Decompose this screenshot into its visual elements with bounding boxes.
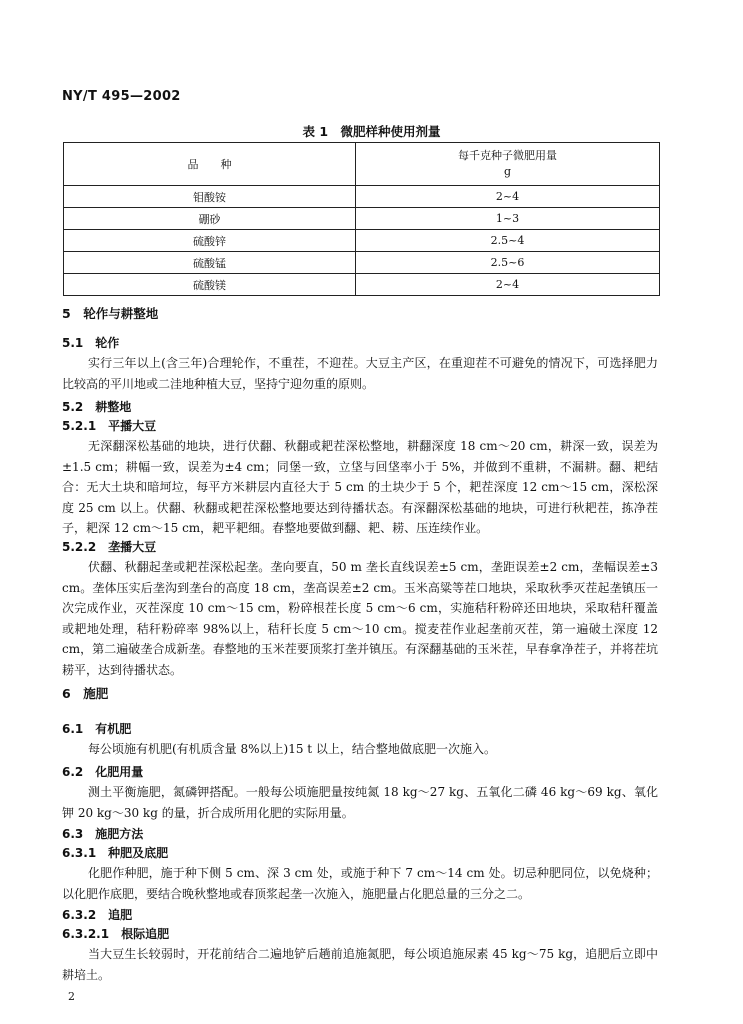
paragraph-fertilizer-amount: 测土平衡施肥，氮磷钾搭配。一般每公顷施肥量按纯氮 18 kg～27 kg、五氧化二磷 46 kg～69 kg、氧化钾 20 kg～30 kg 的量，折合成所用化肥的实际用量。 bbox=[62, 785, 658, 820]
table-row bbox=[64, 208, 660, 230]
cell-variety: 硫酸镁 bbox=[64, 274, 356, 296]
header-dose-label: 每千克种子微肥用量 bbox=[458, 149, 558, 162]
heading-topdressing: 6.3.2 追肥 bbox=[62, 908, 133, 922]
heading-organic-fertilizer: 6.1 有机肥 bbox=[62, 722, 132, 736]
cell-dose: 1~3 bbox=[356, 208, 660, 230]
cell-variety: 钼酸铵 bbox=[64, 186, 356, 208]
table-header-row bbox=[64, 143, 660, 186]
cell-dose: 2.5~4 bbox=[356, 230, 660, 252]
paragraph-root-topdressing: 当大豆生长较弱时，开花前结合二遍地铲后趟前追施氮肥，每公顷追施尿素 45 kg～75 kg，追肥后立即中耕培土。 bbox=[62, 947, 658, 982]
header-dose-unit: g bbox=[503, 165, 512, 178]
table-caption: 表 1 微肥样种使用剂量 bbox=[302, 124, 441, 139]
cell-dose: 2~4 bbox=[356, 274, 660, 296]
table-row bbox=[64, 230, 660, 252]
cell-variety: 硼砂 bbox=[64, 208, 356, 230]
heading-tillage: 5.2 耕整地 bbox=[62, 400, 132, 414]
table-row bbox=[64, 252, 660, 274]
micro-fertilizer-table bbox=[63, 142, 660, 296]
cell-variety: 硫酸锰 bbox=[64, 252, 356, 274]
table-row bbox=[64, 186, 660, 208]
heading-flat-sowing: 5.2.1 平播大豆 bbox=[62, 419, 157, 433]
table-row bbox=[64, 274, 660, 296]
heading-root-topdressing: 6.3.2.1 根际追肥 bbox=[62, 927, 170, 941]
header-dose bbox=[356, 143, 660, 186]
heading-seed-base-fertilizer: 6.3.1 种肥及底肥 bbox=[62, 846, 169, 860]
standard-number: NY/T 495—2002 bbox=[62, 89, 181, 104]
heading-fertilization: 6 施肥 bbox=[62, 686, 109, 701]
paragraph-ridge-sowing: 伏翻、秋翻起垄或耙茬深松起垄。垄向要直，50 m 垄长直线误差±5 cm，垄距误差±2 cm，垄幅误差±3 cm。垄体压实后垄沟到垄台的高度 18 cm，垄高误差±2 cm。玉米高粱等茬口地块，采取秋季灭茬起垄镇压一次完成作业，灭茬深度 10 cm～15 cm，粉碎根茬长度 5 cm～6 cm，实施秸秆粉碎还田地块，采取秸秆覆盖或耙地处理，秸秆粉碎率 98%以上，秸秆长度 5 cm～10 cm。搅麦茬作业起垄前灭茬，第一遍破土深度 12 cm，第二遍破垄合成新垄。春整地的玉米茬要顶浆打垄并镇压。有深翻基础的玉米茬，早春拿净茬子，并将茬坑耢平，达到待播状态。 bbox=[62, 560, 658, 677]
heading-fertilizer-amount: 6.2 化肥用量 bbox=[62, 765, 144, 779]
heading-ridge-sowing: 5.2.2 垄播大豆 bbox=[62, 540, 157, 554]
paragraph-rotation: 实行三年以上(含三年)合理轮作，不重茬，不迎茬。大豆主产区，在重迎茬不可避免的情况下，可选择肥力比较高的平川地或二洼地种植大豆，坚持宁迎勿重的原则。 bbox=[62, 356, 658, 391]
paragraph-organic-fertilizer: 每公顷施有机肥(有机质含量 8%以上)15 t 以上，结合整地做底肥一次施入。 bbox=[88, 742, 496, 756]
heading-rotation: 5.1 轮作 bbox=[62, 336, 120, 350]
cell-dose: 2~4 bbox=[356, 186, 660, 208]
cell-dose: 2.5~6 bbox=[356, 252, 660, 274]
header-variety: 品 种 bbox=[64, 143, 356, 186]
heading-rotation-tillage: 5 轮作与耕整地 bbox=[62, 306, 159, 321]
cell-variety: 硫酸锌 bbox=[64, 230, 356, 252]
page-number: 2 bbox=[68, 990, 75, 1003]
paragraph-flat-sowing: 无深翻深松基础的地块，进行伏翻、秋翻或耙茬深松整地，耕翻深度 18 cm～20 cm，耕深一致，误差为±1.5 cm；耕幅一致，误差为±4 cm；同堡一致，立垡与回垡率小于 5%，并做到不重耕，不漏耕。翻、耙结合：无大土块和暗坷垃，每平方米耕层内直径大于 5 cm 的土块少于 5 个，耙茬深度 12 cm～15 cm，深松深度 25 cm 以上。伏翻、秋翻或耙茬深松整地要达到待播状态。有深翻深松基础的地块，可进行秋耙茬，拣净茬子，耙深 12 cm～15 cm，耙平耙细。春整地要做到翻、耙、耢、压连续作业。 bbox=[62, 439, 658, 535]
heading-fertilization-method: 6.3 施肥方法 bbox=[62, 827, 144, 841]
paragraph-seed-base-fertilizer: 化肥作种肥，施于种下侧 5 cm、深 3 cm 处，或施于种下 7 cm～14 cm 处。切忌种肥同位，以免烧种；以化肥作底肥，要结合晚秋整地或春顶浆起垄一次施入，施肥量占化肥总量的三分之二。 bbox=[62, 866, 658, 901]
